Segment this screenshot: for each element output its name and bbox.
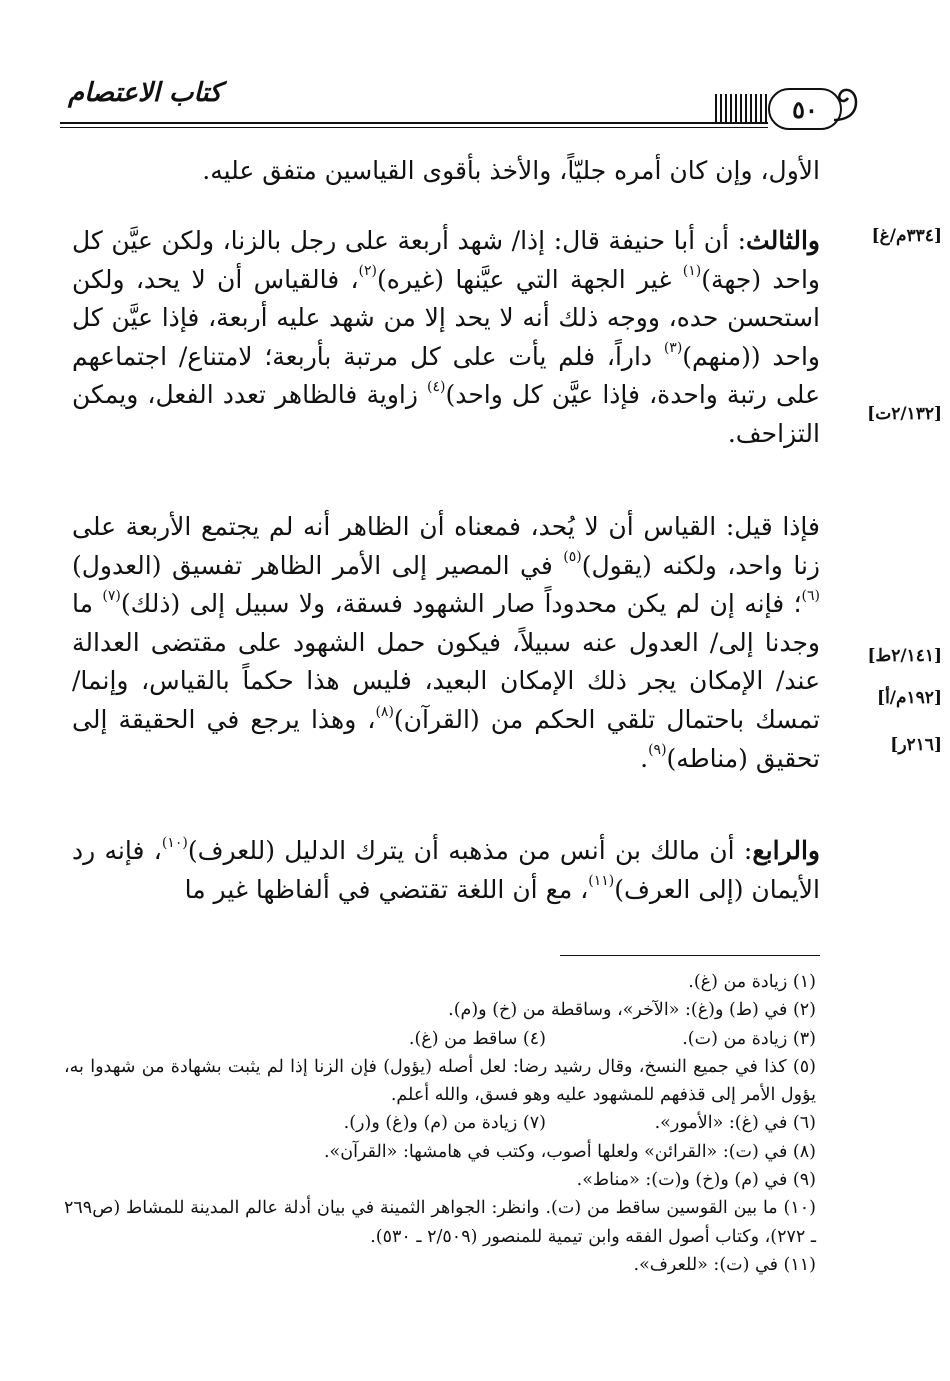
footnote-separator <box>560 955 820 956</box>
footnote-row <box>64 1025 816 1053</box>
text-run: ما وجدنا إلى/ العدول عنه سبيلاً، فيكون حمل الشهود على مقتضى العدالة عند/ الإمكان يجر ذلك الإمكان البعيد، فليس هذا حكماً بالقياس، وإنما/ تمسك باحتمال تلقي الحكم من (القرآن) <box>72 589 820 734</box>
text-run: زاوية فالظاهر تعدد الفعل، ويمكن التزاحف. <box>72 380 820 448</box>
flourish-ornament-icon <box>830 80 864 130</box>
book-title: كتاب الاعتصام <box>68 78 222 108</box>
text-run: ، مع أن اللغة تقتضي في ألفاظها غير ما <box>184 874 589 904</box>
paragraph-if-said <box>72 508 820 778</box>
running-header <box>60 78 820 134</box>
footnotes-section <box>64 968 816 1279</box>
footnote-ref[interactable]: (١١) <box>588 873 615 890</box>
footnote-ref[interactable]: (٤) <box>426 379 446 396</box>
margin-reference: [٢١٦ر] <box>890 735 942 755</box>
footnote: (٧) زيادة من (م) و(غ) و(ر). <box>343 1113 546 1134</box>
margin-reference: [٣٣٤م/غ] <box>871 226 942 246</box>
text-run: ، فإنه رد الأيمان (إلى العرف) <box>72 836 820 904</box>
text-run: داراً، فلم يأت على كل مرتبة بأربعة؛ لامتناع/ اجتماعهم على رتبة واحدة، فإذا عيَّن كل واحد) <box>72 341 820 410</box>
footnote-ref[interactable]: (٢) <box>358 263 377 280</box>
margin-reference: [١٩٢م/أ] <box>877 688 942 708</box>
header-rule-thin <box>60 127 768 128</box>
footnote: (٩) في (م) و(خ) و(ت): «مناط». <box>576 1170 816 1191</box>
text-run: ، فالقياس أن لا يحد، ولكن استحسن حده، ووجه ذلك أنه لا يحد إلا من شهد عليه أربعة، فإذا عيَّن كل واحد ((منهم) <box>72 264 821 371</box>
footnote-ref[interactable]: (٣) <box>663 340 683 357</box>
footnote: (٨) في (ت): «القرائن» ولعلها أصوب، وكتب في هامشها: «القرآن». <box>323 1141 816 1162</box>
text-run: فإذا قيل: القياس أن لا يُحد، فمعناه أن الظاهر أنه لم يجتمع الأربعة على زنا واحد، ولكنه (يقول) <box>72 512 820 580</box>
header-bars-ornament <box>715 94 767 124</box>
footnote-ref[interactable]: (٦) <box>801 587 820 604</box>
paragraph-third-point <box>72 222 820 454</box>
text-run: : أن أبا حنيفة قال: إذا/ شهد أربعة على رجل بالزنا، ولكن عيَّن كل واحد (جهة) <box>72 226 820 294</box>
footnote-row <box>64 1109 816 1137</box>
margin-reference: [٢/١٤١ط] <box>867 646 942 666</box>
footnote: (١١) في (ت): «للعرف». <box>633 1254 816 1275</box>
header-rule <box>60 122 768 124</box>
text-run: غير الجهة التي عيَّنها (غيره) <box>377 264 683 294</box>
footnote-ref[interactable]: (٧) <box>102 587 121 604</box>
footnote: (٥) كذا في جميع النسخ، وقال رشيد رضا: لعل أصله (يؤول) فإن الزنا إذا لم يثبت بشهادة من شهدوا به، يؤول الأمر إلى قذفهم للمشهود عليه وهو فسق، والله أعلم. <box>64 1056 816 1106</box>
footnote-ref[interactable]: (٥) <box>563 549 582 566</box>
text-run: في المصير إلى الأمر الظاهر تفسيق (العدول) <box>72 550 564 580</box>
footnote: (١) زيادة من (غ). <box>688 972 816 992</box>
page-number: ٥٠ <box>792 94 818 124</box>
paragraph-continuation: الأول، وإن كان أمره جليّاً، والأخذ بأقوى القياسين متفق عليه. <box>202 156 820 185</box>
footnote: (١٠) ما بين القوسين ساقط من (ت). وانظر: الجواهر الثمينة في بيان أدلة عالم المدينة للمشاط (ص٢٦٩ ـ ٢٧٢)، وكتاب أصول الفقه وابن تيمية للمنصور (٢/٥٠٩ ـ ٥٣٠). <box>64 1198 816 1247</box>
lead-word: والثالث <box>746 226 820 255</box>
footnote-ref[interactable]: (٨) <box>375 703 394 720</box>
lead-word: والرابع <box>752 836 820 865</box>
text-run: . <box>640 743 649 773</box>
text-run: ؛ فإنه إن لم يكن محدوداً صار الشهود فسقة، ولا سبيل إلى (ذلك) <box>120 589 802 619</box>
footnote: (٤) ساقط من (غ). <box>408 1028 546 1049</box>
text-run: ، وهذا يرجع في الحقيقة إلى تحقيق (مناطه) <box>72 704 820 773</box>
margin-reference: [٢/١٣٢ت] <box>867 404 942 424</box>
footnote-ref[interactable]: (١٠) <box>161 834 188 851</box>
footnote: (٣) زيادة من (ت). <box>682 1028 816 1049</box>
paragraph-fourth-point <box>72 832 820 909</box>
footnote-ref[interactable]: (١) <box>682 263 702 280</box>
footnote: (٦) في (غ): «الأمور». <box>654 1113 816 1134</box>
footnote-ref[interactable]: (٩) <box>648 742 667 759</box>
footnote: (٢) في (ط) و(غ): «الآخر»، وساقطة من (خ) و(م). <box>448 1000 816 1021</box>
text-run: : أن مالك بن أنس من مذهبه أن يترك الدليل (للعرف) <box>187 836 753 865</box>
